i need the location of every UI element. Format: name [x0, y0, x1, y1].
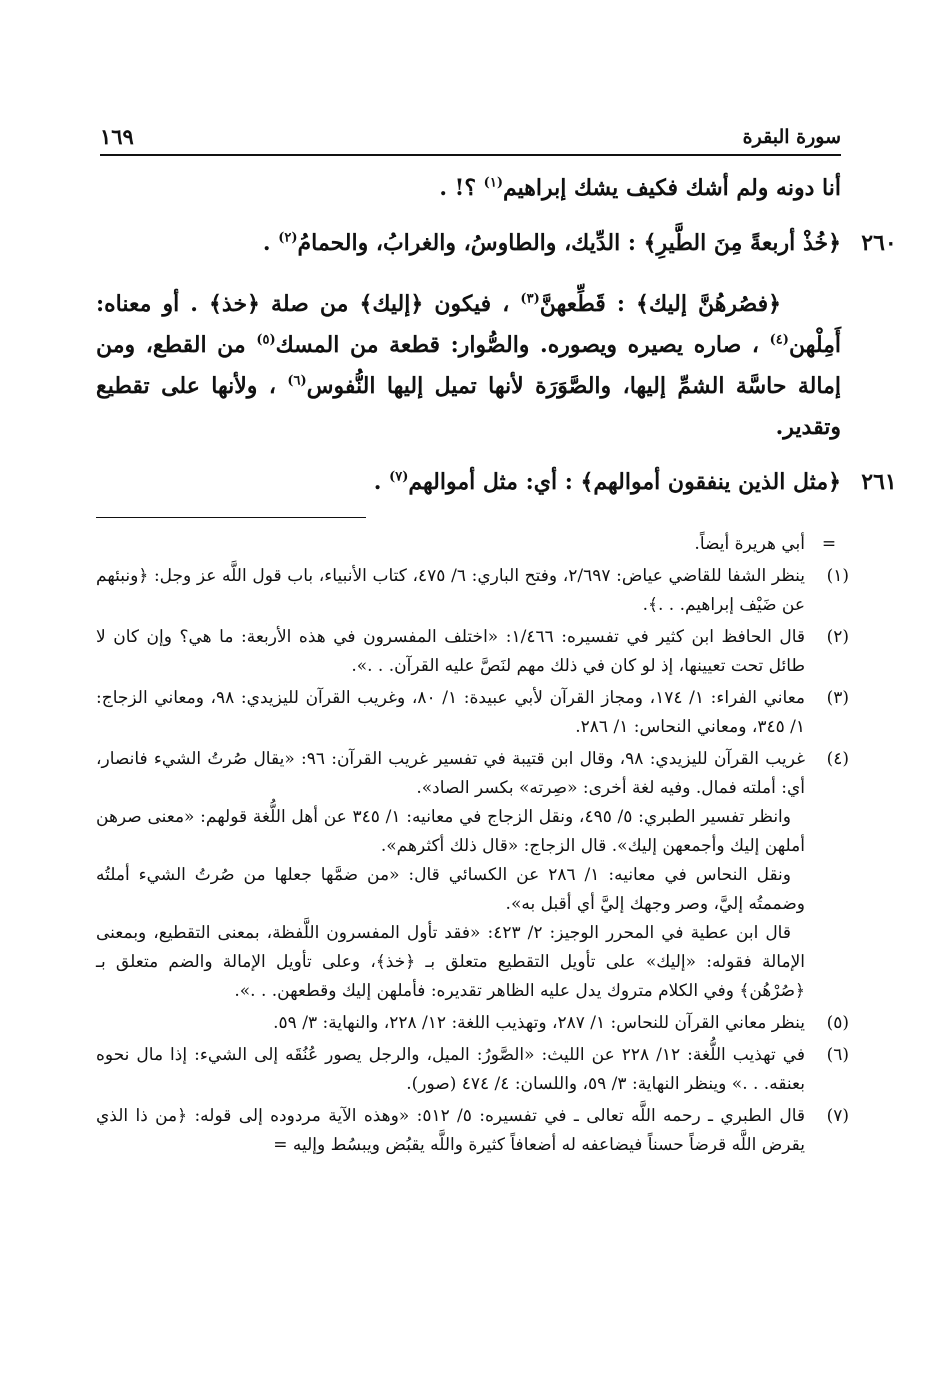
- page-header: [100, 118, 841, 158]
- verse-261-end: .: [373, 469, 390, 495]
- footnote-subparagraph: قال ابن عطية في المحرر الوجيز: ٢/ ٤٢٣: «فقد تأول المفسرون اللَّفظة، بمعنى التقطيع، وبمعنى الإمالة فقوله: «إليك» على تأويل التقطيع متعلق بـ ﴿خذ﴾، وعلى تأويل الإمالة والضم متعلق بـ ﴿صُرْهُن﴾ وفي الكلام متروك يدل عليه الظاهر تقديره: فأملهن إليك وقطعهن. . .».: [96, 923, 805, 1001]
- commentary-part: ، فيكون ﴿إليك﴾ من صلة ﴿خذ﴾ . أو معناه: أَمِلْهن: [96, 291, 842, 358]
- commentary-paragraph: [96, 284, 841, 448]
- footnote-continuation: [96, 530, 845, 559]
- header-rule: [100, 154, 841, 156]
- verse-number: ٢٦٠: [861, 230, 897, 256]
- footnote-text: ينظر الشفا للقاضي عياض: ٢/٦٩٧، وفتح الباري: ٦/ ٤٧٥، كتاب الأنبياء، باب قول اللَّه عز وجل: ﴿ونبئهم عن ضَيْف إبراهيم. . .﴾.: [96, 566, 806, 615]
- footnote-2: [96, 623, 849, 681]
- continuation-text: أبي هريرة أيضاً.: [694, 534, 805, 554]
- commentary-part: ، ولأنها على تقطيع وتقدير.: [96, 373, 841, 440]
- commentary-part: ، صاره يصيره ويصوره. والصُّوار: قطعة من المسك: [275, 332, 770, 358]
- footnote-4: [96, 745, 849, 1006]
- footnotes-section: [96, 530, 849, 1163]
- footnote-number: (٢): [826, 627, 849, 647]
- footnote-ref[interactable]: (٥): [256, 332, 276, 348]
- commentary-part: ﴿فصُرهُنَّ إليك﴾ : قَطِّعهنَّ: [539, 291, 781, 317]
- footnote-separator: [96, 517, 366, 518]
- footnote-subparagraph: ونقل النحاس في معانيه: ١/ ٢٨٦ عن الكسائي قال: «من ضمَّها جعلها من صُرتُ الشيء أملتُه وضممتُه إليَّ، وصر وجهك إليَّ أي أقبل به».: [96, 865, 805, 914]
- footnote-ref[interactable]: (٤): [769, 332, 789, 348]
- footnote-text: قال الطبري ـ رحمه اللَّه تعالى ـ في تفسيره: ٥/ ٥١٢: «وهذه الآية مردوده إلى قوله: ﴿من ذا الذي يقرض اللَّه قرضاً حسناً فيضاعفه له أضعافاً كثيرة واللَّه يقبُض ويبسُط وإليه =: [96, 1106, 805, 1155]
- footnote-1: [96, 562, 849, 620]
- footnote-6: [96, 1041, 849, 1099]
- surah-title: سورة البقرة: [742, 126, 841, 148]
- verse-260-text: ﴿خُذْ أربعةً مِنَ الطَّيرِ﴾ : الدِّيك، والطاوسُ، والغرابُ، والحمامُ: [297, 230, 841, 256]
- verse-260-entry: [96, 223, 897, 264]
- footnote-ref[interactable]: (٣): [520, 291, 540, 307]
- footnote-number: (٣): [826, 688, 849, 708]
- footnote-text: قال الحافظ ابن كثير في تفسيره: ١/٤٦٦: «اختلف المفسرون في هذه الأربعة: ما هي؟ وإن كان لا طائل تحت تعيينها، إذ لو كان في ذلك مهم لنَصَّ عليه القرآن. . .».: [96, 627, 805, 676]
- footnote-3: [96, 684, 849, 742]
- footnote-ref[interactable]: (٧): [389, 469, 409, 485]
- page-number: ١٦٩: [100, 124, 134, 149]
- footnote-number: (٤): [826, 749, 849, 769]
- verse-260-end: .: [262, 230, 279, 256]
- footnote-number: (١): [826, 566, 849, 586]
- main-text: [96, 168, 897, 503]
- footnote-text: غريب القرآن لليزيدي: ٩٨، وقال ابن قتيبة في تفسير غريب القرآن: ٩٦: «يقال صُرتُ الشيء فانصار، أي: أملته فمال. وفيه لغة أخرى: «صِرته» بكسر الصاد».: [96, 749, 805, 798]
- footnote-ref[interactable]: (١): [483, 175, 503, 191]
- verse-261-text: ﴿مثل الذين ينفقون أموالهم﴾ : أي: مثل أموالهم: [408, 469, 841, 495]
- verse-number: ٢٦١: [861, 469, 897, 495]
- commentary-part: من القطع، ومن إمالة حاسَّة الشمِّ إليها، والصَّوَرَة لأنها تميل إليها النُّفوس: [96, 332, 841, 399]
- footnote-text: ينظر معاني القرآن للنحاس: ١/ ٢٨٧، وتهذيب اللغة: ١٢/ ٢٢٨، والنهاية: ٣/ ٥٩.: [273, 1013, 805, 1033]
- opening-line: [96, 168, 841, 209]
- footnote-ref[interactable]: (٦): [287, 373, 307, 389]
- footnote-ref[interactable]: (٢): [278, 230, 298, 246]
- footnote-7: [96, 1102, 849, 1160]
- verse-260-line: [96, 223, 841, 264]
- footnote-number: (٥): [826, 1013, 849, 1033]
- opening-line-text: أنا دونه ولم أشك فكيف يشك إبراهيم: [502, 175, 841, 201]
- verse-261-entry: [96, 462, 897, 503]
- opening-line-end: ؟! .: [439, 175, 476, 201]
- footnote-text: معاني الفراء: ١/ ١٧٤، ومجاز القرآن لأبي عبيدة: ١/ ٨٠، وغريب القرآن لليزيدي: ٩٨، ومعاني الزجاج: ١/ ٣٤٥، ومعاني النحاس: ١/ ٢٨٦.: [96, 688, 805, 737]
- footnote-number: (٧): [826, 1106, 849, 1126]
- verse-261-line: [96, 462, 841, 503]
- footnote-text: في تهذيب اللُّغة: ١٢/ ٢٢٨ عن الليث: «الصَّورُ: الميل، والرجل يصور عُنُقَه إلى الشيء: إذا مال نحوه بعنقه. . .» وينظر النهاية: ٣/ ٥٩، واللسان: ٤/ ٤٧٤ (صور).: [96, 1045, 806, 1094]
- continuation-mark: =: [821, 534, 837, 554]
- footnote-5: [96, 1009, 849, 1038]
- footnote-subparagraph: وانظر تفسير الطبري: ٥/ ٤٩٥، ونقل الزجاج في معانيه: ١/ ٣٤٥ عن أهل اللُّغة قولهم: «معنى صرهن أملهن إليك وأجمعهن إليك». قال الزجاج: «قال ذلك أكثرهم».: [96, 807, 805, 856]
- footnote-number: (٦): [826, 1045, 849, 1065]
